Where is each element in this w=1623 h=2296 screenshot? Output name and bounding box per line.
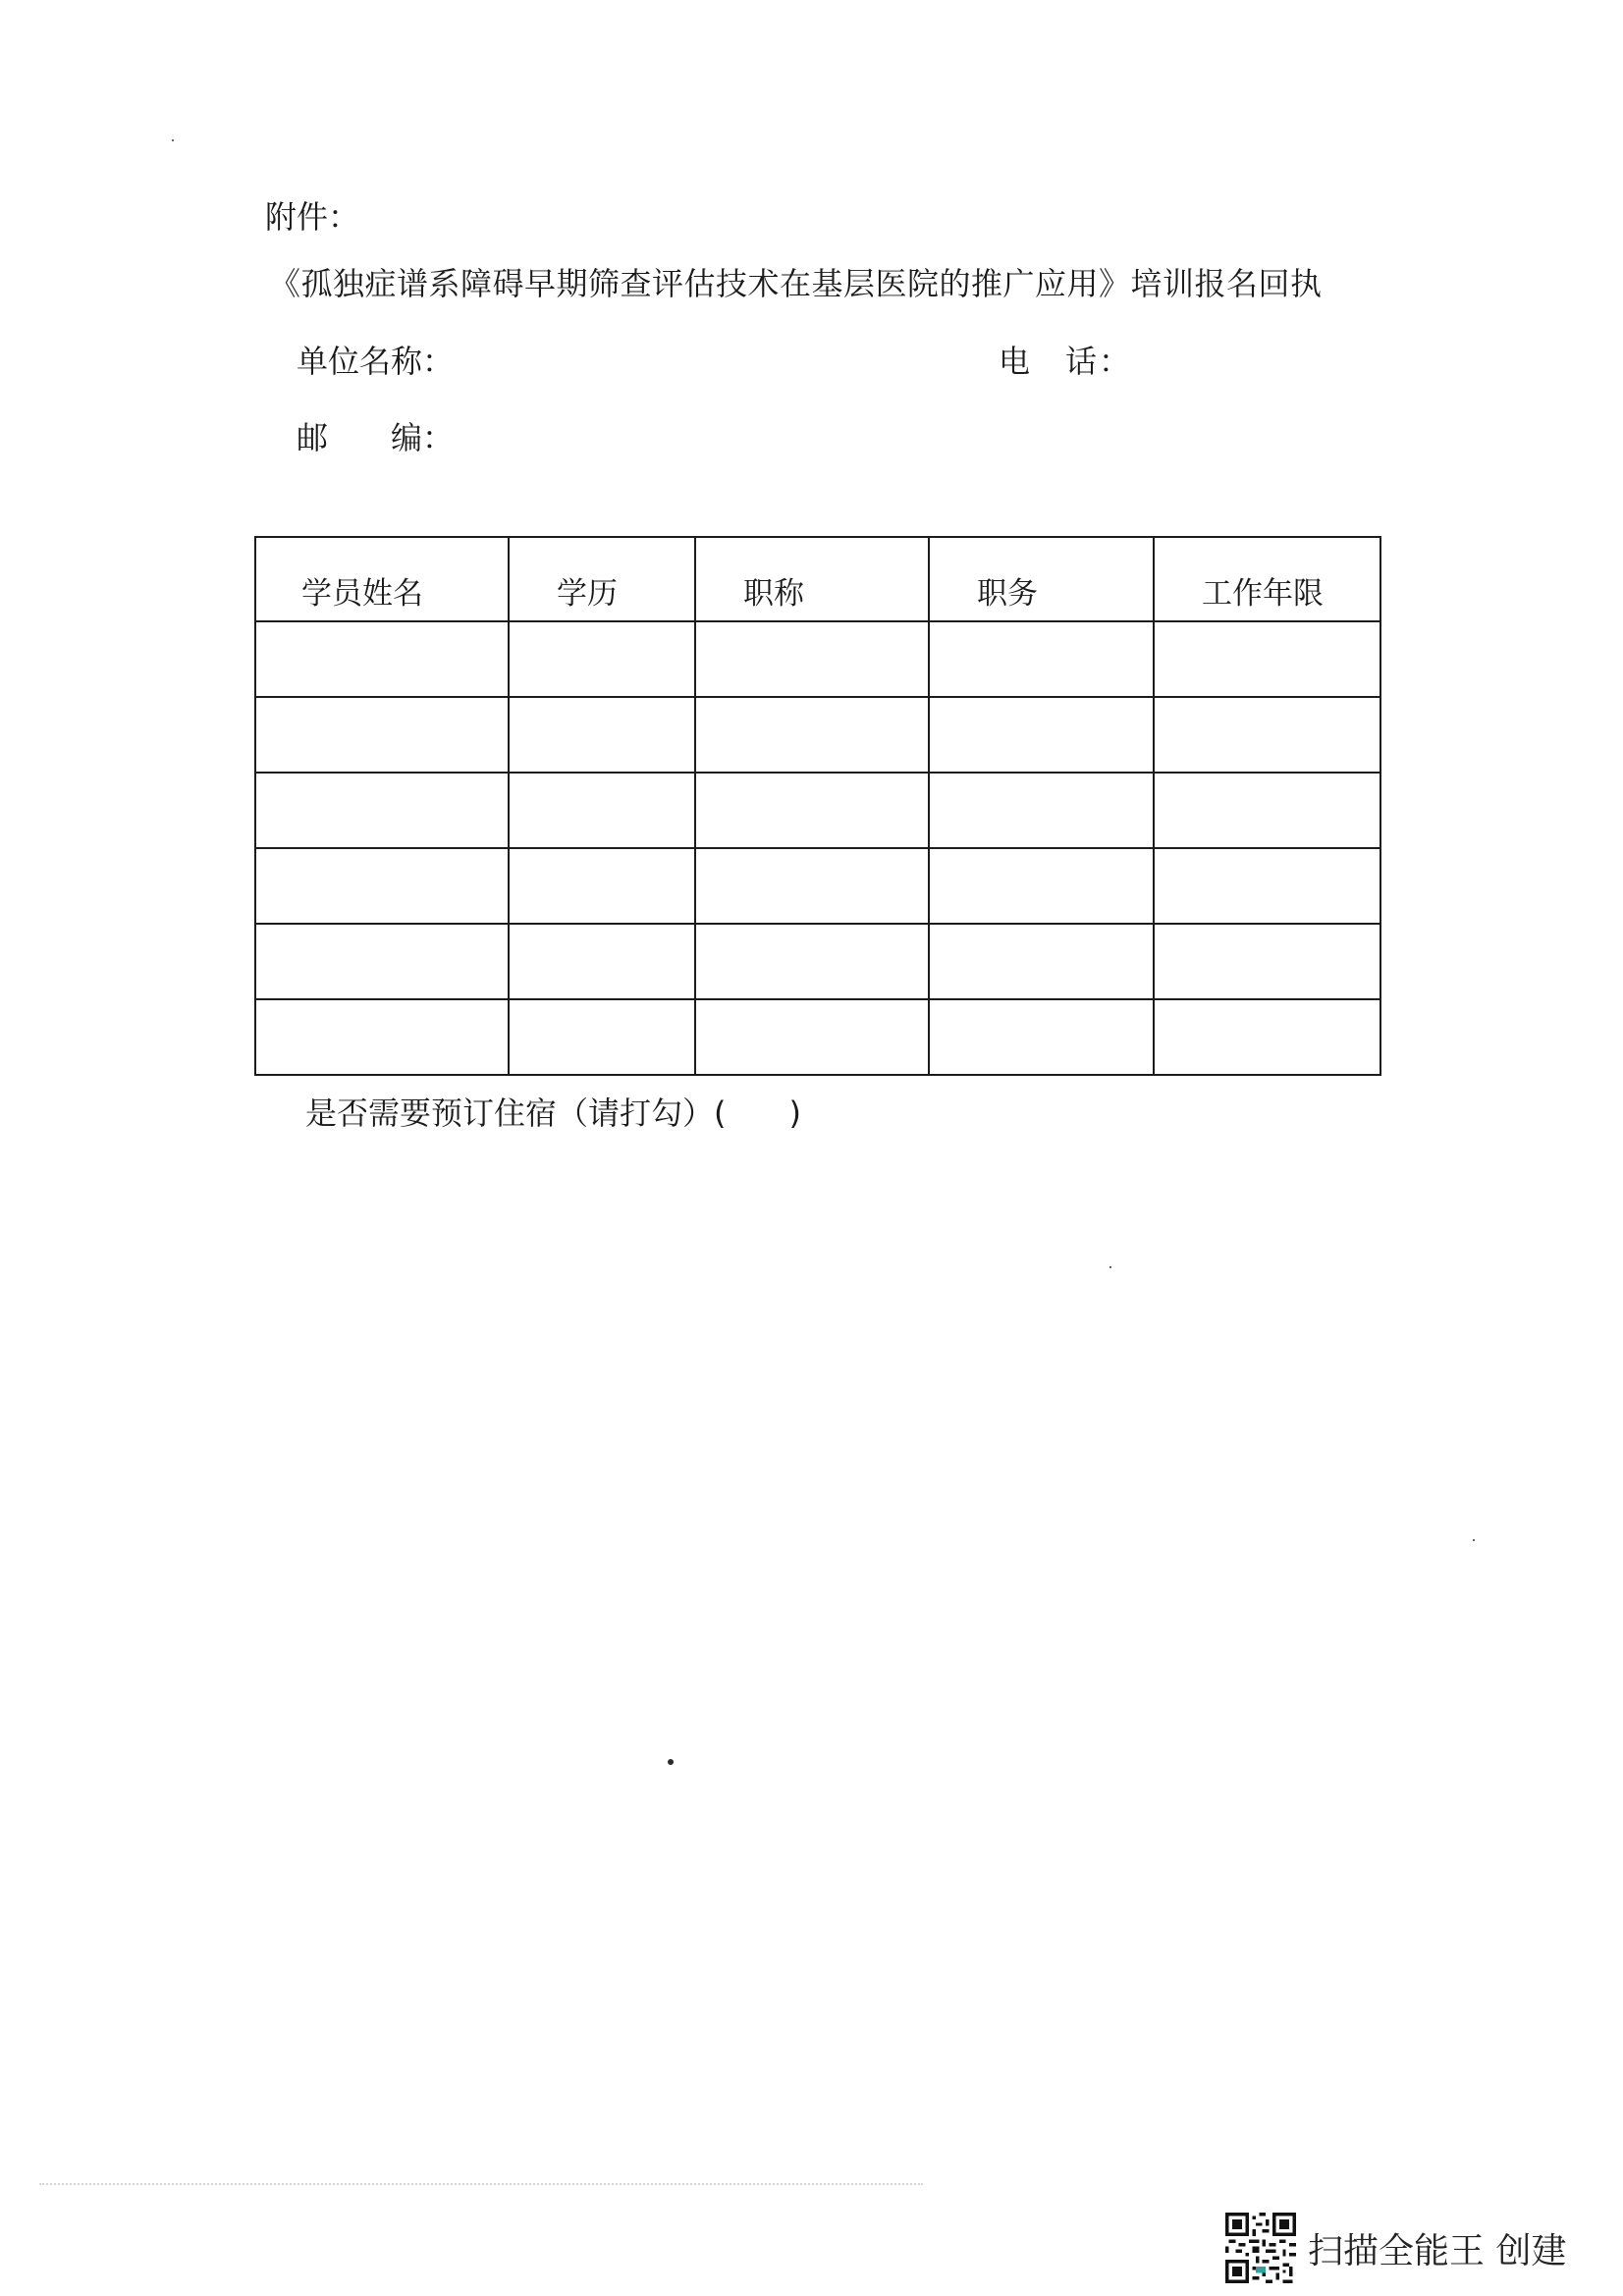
header-professional-title: 职称	[695, 537, 929, 621]
header-position: 职务	[929, 537, 1154, 621]
scan-edge-artifact	[39, 2183, 923, 2185]
table-cell	[509, 924, 695, 999]
table-cell	[929, 999, 1154, 1075]
scan-speck	[1109, 1266, 1111, 1268]
table-row	[255, 621, 1380, 697]
table-cell	[255, 924, 509, 999]
table-cell	[509, 621, 695, 697]
table-cell	[1154, 924, 1380, 999]
table-cell	[255, 621, 509, 697]
registration-table	[254, 536, 1381, 1076]
table-row	[255, 773, 1380, 848]
table-cell	[509, 773, 695, 848]
unit-name-label: 单位名称：	[297, 343, 455, 380]
header-student-name: 学员姓名	[255, 537, 509, 621]
header-years-of-work: 工作年限	[1154, 537, 1380, 621]
document-title: 《孤独症谱系障碍早期筛查评估技术在基层医院的推广应用》培训报名回执	[269, 265, 1323, 302]
table-row	[255, 697, 1380, 773]
table-cell	[1154, 621, 1380, 697]
table-cell	[1154, 848, 1380, 924]
table-cell	[695, 773, 929, 848]
table-cell	[255, 697, 509, 773]
header-education: 学历	[509, 537, 695, 621]
table-cell	[1154, 697, 1380, 773]
scan-dot	[668, 1759, 674, 1765]
table-cell	[255, 999, 509, 1075]
table-cell	[695, 924, 929, 999]
table-row	[255, 924, 1380, 999]
table-cell	[929, 924, 1154, 999]
lodging-question: 是否需要预订住宿（请打勾）( )	[305, 1095, 801, 1132]
table-cell	[695, 999, 929, 1075]
table-body	[255, 621, 1380, 1075]
table-cell	[509, 848, 695, 924]
table-header-row	[255, 537, 1380, 621]
table-cell	[255, 848, 509, 924]
table-cell	[929, 848, 1154, 924]
qr-code-icon	[1225, 2213, 1296, 2283]
postal-code-label: 邮 编：	[297, 419, 455, 456]
table-cell	[929, 621, 1154, 697]
watermark-text: 扫描全能王 创建	[1308, 2230, 1567, 2271]
table-cell	[1154, 999, 1380, 1075]
table-cell	[1154, 773, 1380, 848]
table-cell	[509, 697, 695, 773]
table-cell	[929, 697, 1154, 773]
table-cell	[695, 621, 929, 697]
table-cell	[695, 697, 929, 773]
table-cell	[695, 848, 929, 924]
table-cell	[255, 773, 509, 848]
scan-speck	[1473, 1539, 1475, 1541]
table-cell	[929, 773, 1154, 848]
phone-label: 电 话：	[999, 343, 1133, 380]
table-row	[255, 999, 1380, 1075]
table-row	[255, 848, 1380, 924]
table-cell	[509, 999, 695, 1075]
scanner-watermark	[1225, 2213, 1566, 2283]
attachment-label: 附件：	[265, 198, 360, 236]
scan-speck	[172, 139, 174, 141]
